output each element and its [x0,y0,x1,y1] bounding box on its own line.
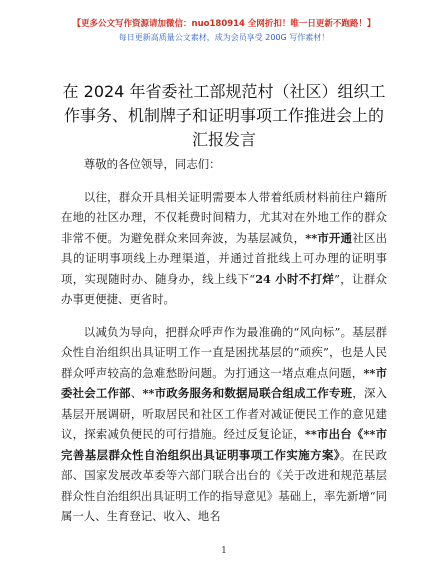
paragraph-2 [61,322,387,527]
paragraph-1-bold-city: **市开通 [305,230,353,245]
promo-banner-line-2: 每日更新高质量公文素材，成为会员享受 200G 写作素材！ [118,33,330,42]
document-body [61,154,387,539]
paragraph-2-text-g: 。在民政部、国家发展改革委等六部门联合出台的《关于改进和规范基层群众性自治组织出具证明工作的指导意见》基础上，率先新增“同属一人、生育登记、收入、地名 [61,447,387,523]
paragraph-2-text-a: 以减负为导向，把群众呼声作为最准确的“风向标”。基层群众性自治组织出具证明工作一直是困扰基层的“顽疾”，也是人民群众呼声较高的急难愁盼问题。为打通这一堵点难点问题， [61,324,387,380]
document-title: 在 2024 年省委社工部规范村（社区）组织工作事务、机制牌子和证明事项工作推进会上的汇报发言 [62,82,386,149]
greeting: 尊敬的各位领导，同志们： [83,157,221,171]
paragraph-1 [61,187,387,310]
paragraph-1-bold-24h: 24 小时不打烊 [255,271,335,286]
paragraph-1-text-c: 社区出具的证明事项线上办理渠道，并通过首批线上可办理的证明事项，实现随时办、随身办，线上线下“ [61,230,387,286]
paragraph-2-bold-plan: **市出台《**市完善基层群众性自治组织出具证明事项工作实施方案》 [61,427,387,462]
promo-banner-line-1: 【更多公文写作资源请加微信：nuo180914 全网折扣！唯一日更新不跑路！】 [72,19,376,29]
paragraph-1-text-e: ”，让群众办事更便捷、更省时。 [61,271,387,306]
paragraph-2-bold-data-bureau: **市政务服务和数据局联合组成工作专班 [142,386,353,400]
paragraph-1-text-a: 以往，群众开具相关证明需要本人带着纸质材料前往户籍所在地的社区办理，不仅耗费时间精力，尤其对在外地工作的群众非常不便。为避免群众来回奔波，为基层减负， [61,189,387,245]
promo-banner [0,17,448,45]
paragraph-2-bold-social-dept: **市委社会工作部 [61,365,387,400]
paragraph-2-text-e: ，深入基层开展调研，听取居民和社区工作者对减证便民工作的意见建议，探索减负便民的可行措施。经过反复论证， [61,386,387,441]
page-number: 1 [221,546,227,556]
paragraph-2-text-c: 、 [130,386,143,400]
